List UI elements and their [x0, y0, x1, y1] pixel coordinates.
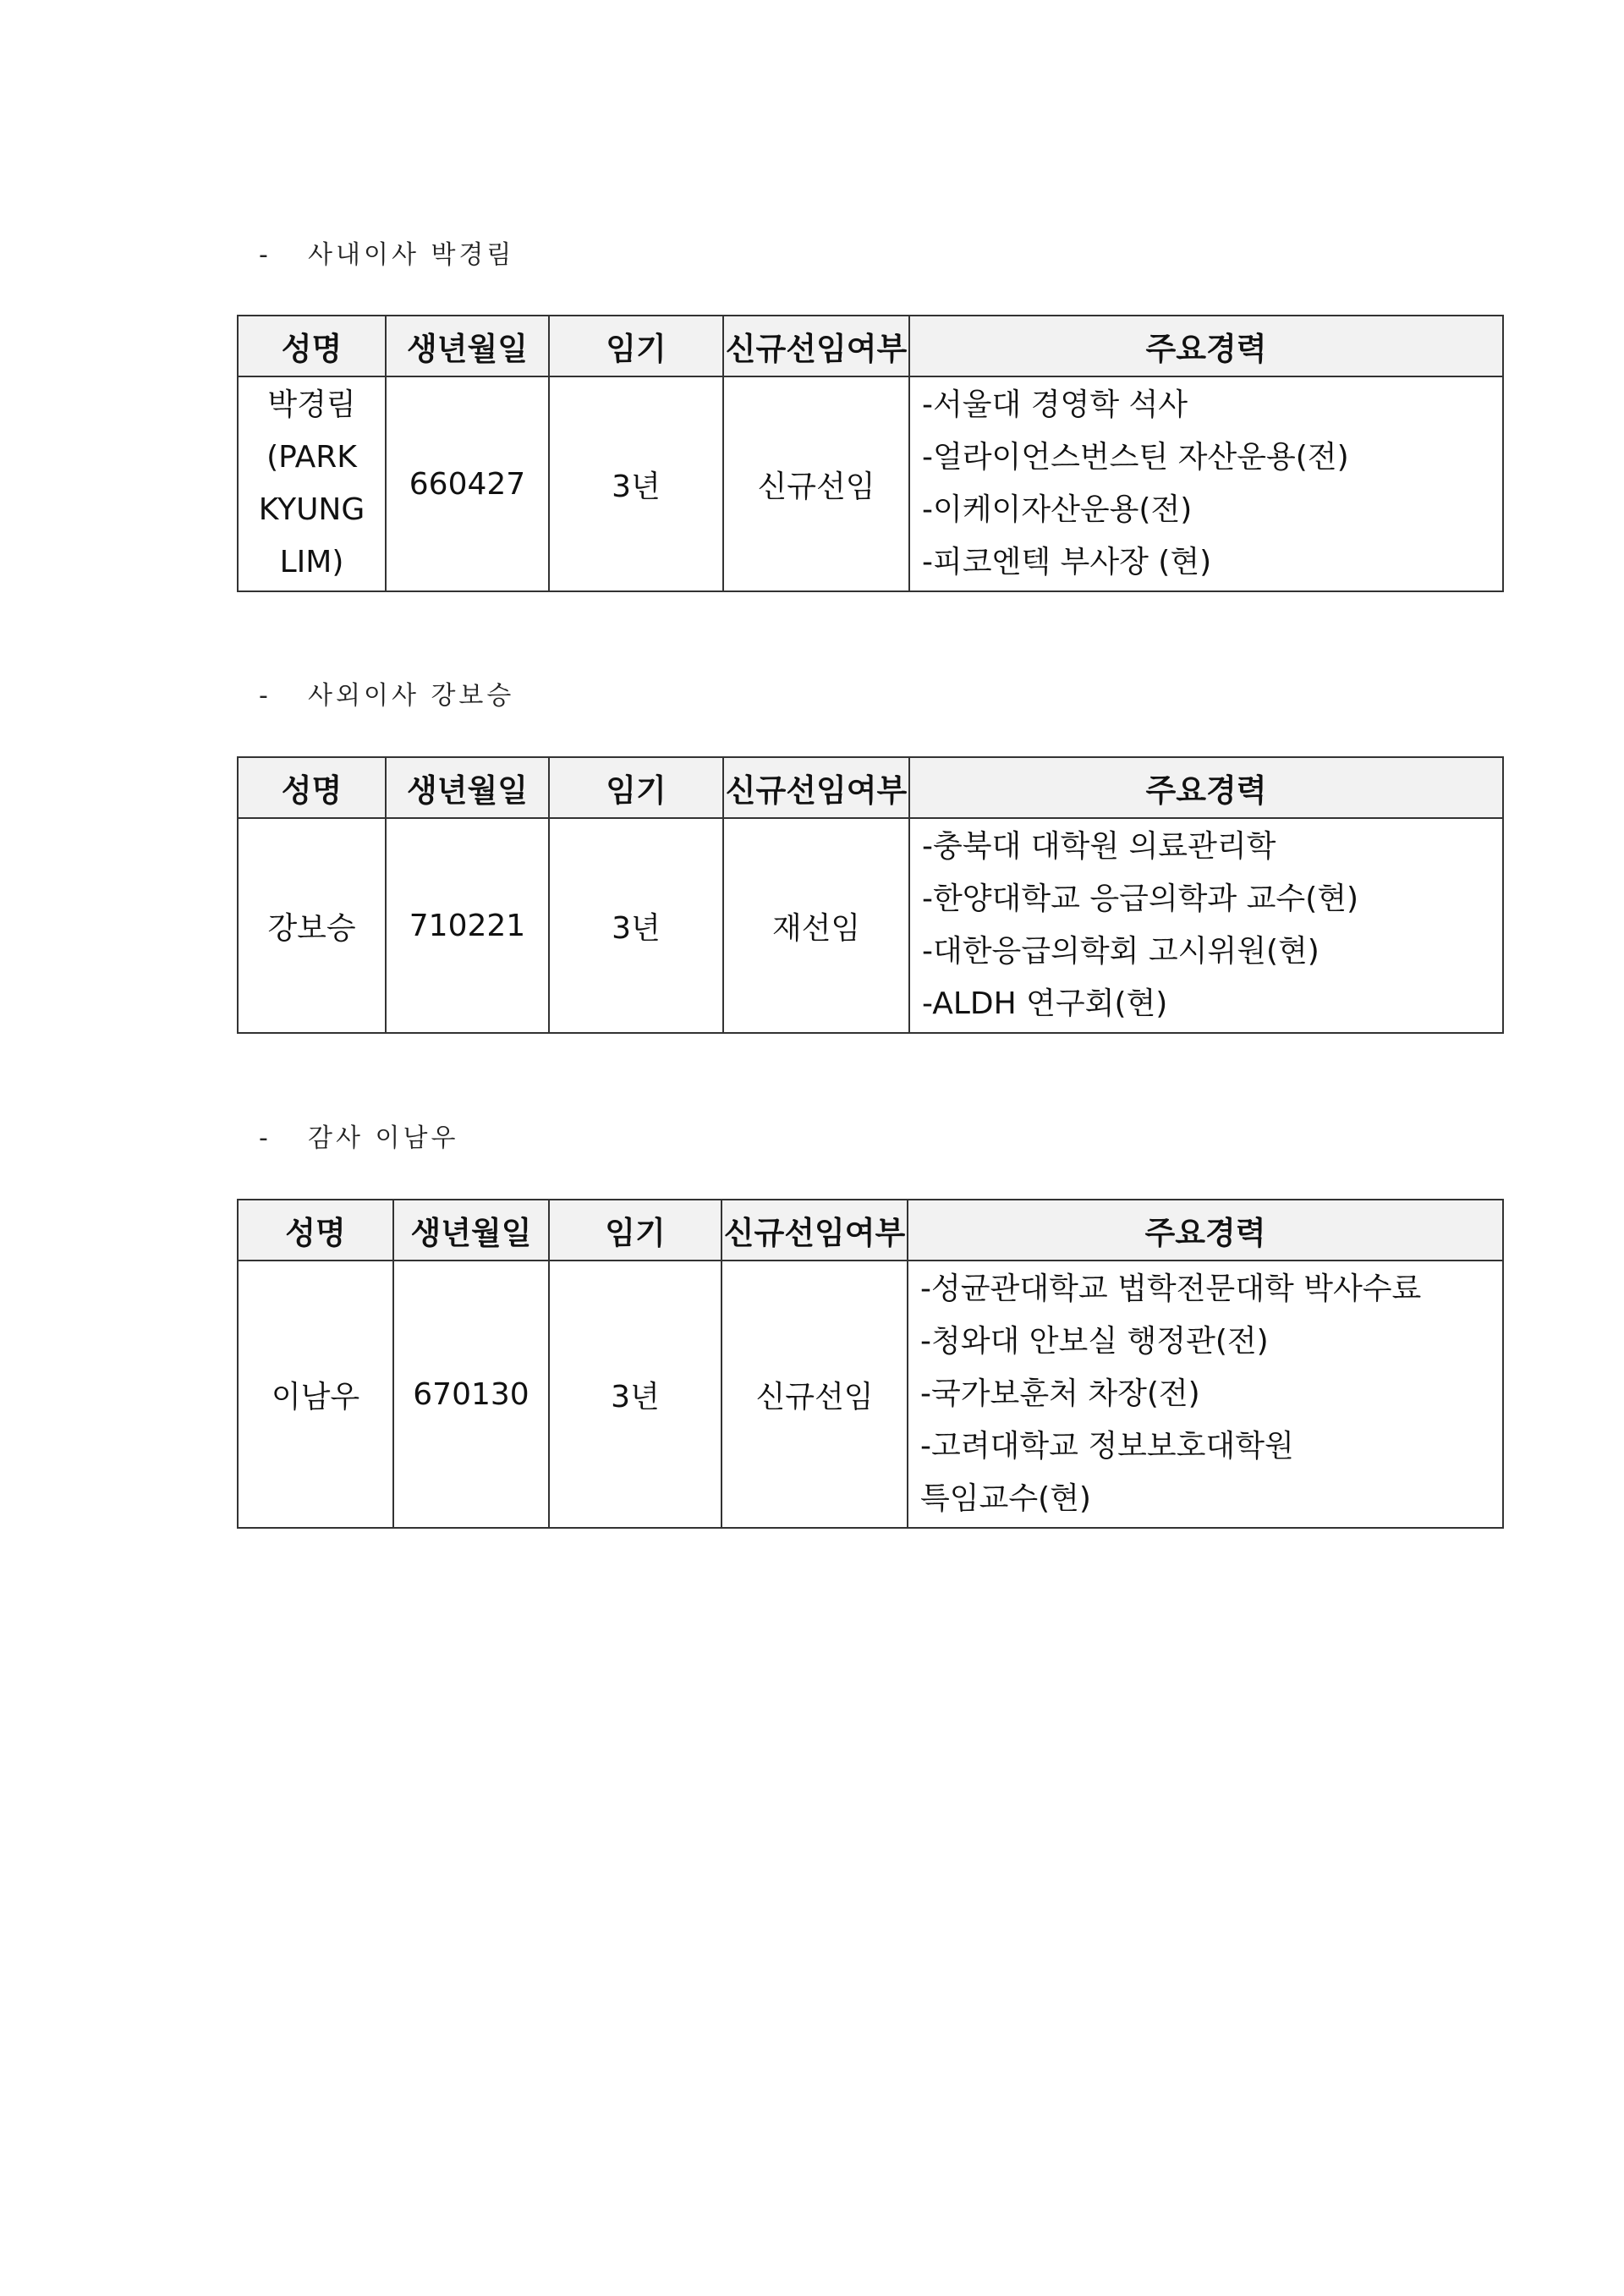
- header-birth: 생년월일: [393, 1200, 549, 1261]
- status-cell: 재선임: [723, 818, 909, 1033]
- header-term: 임기: [549, 757, 723, 818]
- header-birth: 생년월일: [386, 757, 549, 818]
- section-title-2: - 사외이사 강보승: [259, 681, 515, 711]
- term-cell: 3년: [549, 1261, 721, 1528]
- header-status: 신규선임여부: [723, 316, 909, 376]
- header-career: 주요경력: [908, 1200, 1503, 1261]
- table-header-row: [238, 316, 1503, 376]
- header-name: 성명: [238, 757, 386, 818]
- header-status: 신규선임여부: [721, 1200, 908, 1261]
- name-cell: 박경림 (PARK KYUNG LIM): [238, 376, 386, 591]
- header-name: 성명: [238, 316, 386, 376]
- birth-cell: 670130: [393, 1261, 549, 1528]
- header-career: 주요경력: [909, 316, 1503, 376]
- table-header-row: [238, 757, 1503, 818]
- career-cell: -서울대 경영학 석사 -얼라이언스번스틴 자산운용(전) -이케이자산운용(전) -피코엔텍 부사장 (현): [909, 376, 1503, 591]
- header-name: 성명: [238, 1200, 393, 1261]
- birth-cell: 710221: [386, 818, 549, 1033]
- table-header-row: [238, 1200, 1503, 1261]
- career-cell: -성균관대학교 법학전문대학 박사수료 -청와대 안보실 행정관(전) -국가보훈처 차장(전) -고려대학교 정보보호대학원 특임교수(현): [908, 1261, 1503, 1528]
- director-table-3: [237, 1199, 1504, 1529]
- name-cell: 강보승: [238, 818, 386, 1033]
- dash-marker: -: [259, 1123, 272, 1153]
- section-title-3: - 감사 이남우: [259, 1123, 459, 1153]
- director-table-2: [237, 756, 1504, 1034]
- header-status: 신규선임여부: [723, 757, 909, 818]
- table-row: [238, 1261, 1503, 1528]
- term-cell: 3년: [549, 818, 723, 1033]
- dash-marker: -: [259, 681, 272, 711]
- status-cell: 신규선임: [723, 376, 909, 591]
- career-cell: -충북대 대학원 의료관리학 -한양대학교 응급의학과 교수(현) -대한응급의학회 고시위원(현) -ALDH 연구회(현): [909, 818, 1503, 1033]
- header-term: 임기: [549, 316, 723, 376]
- header-term: 임기: [549, 1200, 721, 1261]
- term-cell: 3년: [549, 376, 723, 591]
- header-birth: 생년월일: [386, 316, 549, 376]
- dash-marker: -: [259, 240, 272, 270]
- birth-cell: 660427: [386, 376, 549, 591]
- table-row: [238, 376, 1503, 591]
- header-career: 주요경력: [909, 757, 1503, 818]
- director-table-1: [237, 315, 1504, 592]
- table-row: [238, 818, 1503, 1033]
- status-cell: 신규선임: [721, 1261, 908, 1528]
- section-title-1: - 사내이사 박경림: [259, 240, 515, 270]
- name-cell: 이남우: [238, 1261, 393, 1528]
